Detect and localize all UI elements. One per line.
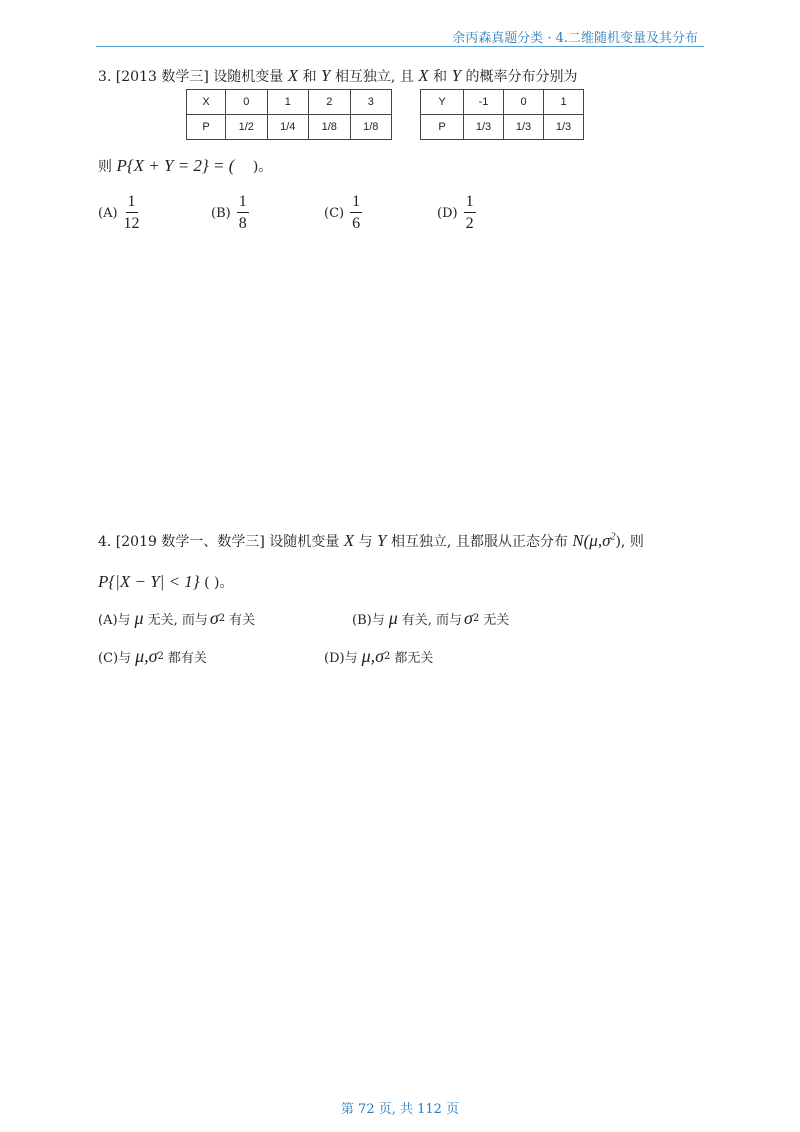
option-sup: 2 (384, 651, 391, 662)
table-cell: 1/3 (504, 115, 544, 140)
distribution-table-y (420, 89, 584, 140)
q3-and2: 和 (433, 69, 448, 85)
question-3-stem (98, 66, 578, 86)
table-cell: 1/3 (464, 115, 504, 140)
fraction-denominator: 12 (123, 215, 140, 232)
q3-mid: 相互独立, 且 (334, 69, 414, 85)
header-title: 余丙森真题分类 · 4.二维随机变量及其分布 (452, 31, 698, 46)
option-label: (B)与 (352, 613, 385, 628)
option-text: 有关, 而与 (401, 613, 463, 628)
q3-var-y2: Y (451, 66, 462, 85)
q4-ask-expr: P{|X − Y| < 1} (98, 572, 200, 591)
table-cell: 1/4 (267, 115, 309, 140)
table-cell: 1/8 (350, 115, 392, 140)
q3-suffix: 的概率分布分别为 (465, 69, 578, 85)
option-text-2: 都有关 (167, 651, 207, 666)
q4-var-x: X (343, 531, 355, 550)
fraction-numerator: 1 (350, 194, 362, 213)
fraction-denominator: 6 (352, 215, 361, 232)
table-cell: 2 (309, 90, 351, 115)
q3-ask-suffix: )。 (252, 159, 273, 175)
table-x-header-row (187, 90, 392, 115)
option-fraction (124, 194, 140, 232)
option-text-2: 有关 (229, 613, 256, 628)
table-cell: X (187, 90, 226, 115)
q4-ask-suffix: ( )。 (204, 575, 234, 591)
option-text-2: 都无关 (394, 651, 434, 666)
table-cell: -1 (464, 90, 504, 115)
q3-prefix: 3. [2013 数学三] 设随机变量 (98, 69, 284, 85)
q3-and1: 和 (302, 69, 317, 85)
option-sup: 2 (157, 651, 164, 662)
option-text-2: 无关 (483, 613, 510, 628)
question-4-ask (98, 572, 233, 592)
table-cell: 1 (267, 90, 309, 115)
fraction-numerator: 1 (126, 194, 138, 213)
option-label: (C)与 (98, 651, 132, 666)
option-label: (D)与 (324, 651, 358, 666)
q4-dist-sup: 2 (610, 531, 616, 543)
table-cell: 0 (504, 90, 544, 115)
table-cell: 1/3 (544, 115, 584, 140)
q3-var-y: Y (321, 66, 331, 85)
q4-dist (572, 531, 615, 550)
table-cell: 3 (350, 90, 392, 115)
table-x-prob-row (187, 115, 392, 140)
q4-dist-end: ), 则 (615, 534, 644, 550)
q4-and1: 与 (358, 534, 373, 550)
q3-option-d[interactable] (437, 194, 476, 232)
q4-var-y: Y (377, 531, 387, 550)
page-footer: 第 72 页, 共 112 页 (340, 1102, 460, 1117)
q4-option-a[interactable] (98, 608, 255, 629)
option-sup: 2 (472, 613, 480, 624)
table-cell: 0 (226, 90, 268, 115)
option-symbol: μ (388, 608, 398, 628)
question-3-ask (98, 156, 272, 176)
fraction-numerator: 1 (237, 194, 249, 213)
table-cell: 1/2 (226, 115, 268, 140)
option-fraction (350, 194, 362, 232)
option-label: (C) (324, 205, 345, 221)
q3-var-x2: X (418, 66, 429, 85)
table-cell: 1/8 (309, 115, 351, 140)
table-y-prob-row (421, 115, 584, 140)
q4-option-d[interactable] (324, 646, 433, 667)
q4-option-b[interactable] (352, 608, 509, 629)
fraction-numerator: 1 (464, 194, 476, 213)
q4-option-c[interactable] (98, 646, 207, 667)
q3-option-a[interactable] (98, 194, 140, 232)
option-symbol: μ,σ (361, 646, 384, 666)
option-label: (D) (437, 205, 458, 221)
page-header (96, 24, 704, 47)
option-fraction (464, 194, 476, 232)
table-cell: P (187, 115, 226, 140)
option-label: (A)与 (98, 613, 131, 628)
q4-dist-main: N(μ,σ (572, 531, 611, 550)
option-sup: 2 (218, 613, 226, 624)
fraction-denominator: 2 (465, 215, 474, 232)
option-text: 无关, 而与 (147, 613, 208, 628)
option-symbol-2: σ (464, 608, 473, 628)
q3-var-x: X (287, 66, 299, 85)
table-cell: 1 (544, 90, 584, 115)
q3-ask-expr: P{X + Y = 2} = ( (116, 156, 235, 175)
q3-option-b[interactable] (211, 194, 249, 232)
option-label: (A) (98, 205, 118, 221)
option-symbol-2: σ (209, 608, 219, 628)
q3-option-c[interactable] (324, 194, 362, 232)
q4-prefix: 4. [2019 数学一、数学三] 设随机变量 (98, 534, 340, 550)
question-4-stem (98, 531, 644, 551)
table-y-header-row (421, 90, 584, 115)
fraction-denominator: 8 (238, 215, 247, 232)
q3-ask-prefix: 则 (98, 159, 112, 175)
option-label: (B) (211, 205, 231, 221)
table-cell: Y (421, 90, 464, 115)
table-cell: P (421, 115, 464, 140)
distribution-table-x (186, 89, 392, 140)
option-fraction (237, 194, 249, 232)
option-symbol: μ (134, 608, 144, 628)
q4-mid: 相互独立, 且都服从正态分布 (390, 534, 568, 550)
option-symbol: μ,σ (135, 646, 158, 666)
